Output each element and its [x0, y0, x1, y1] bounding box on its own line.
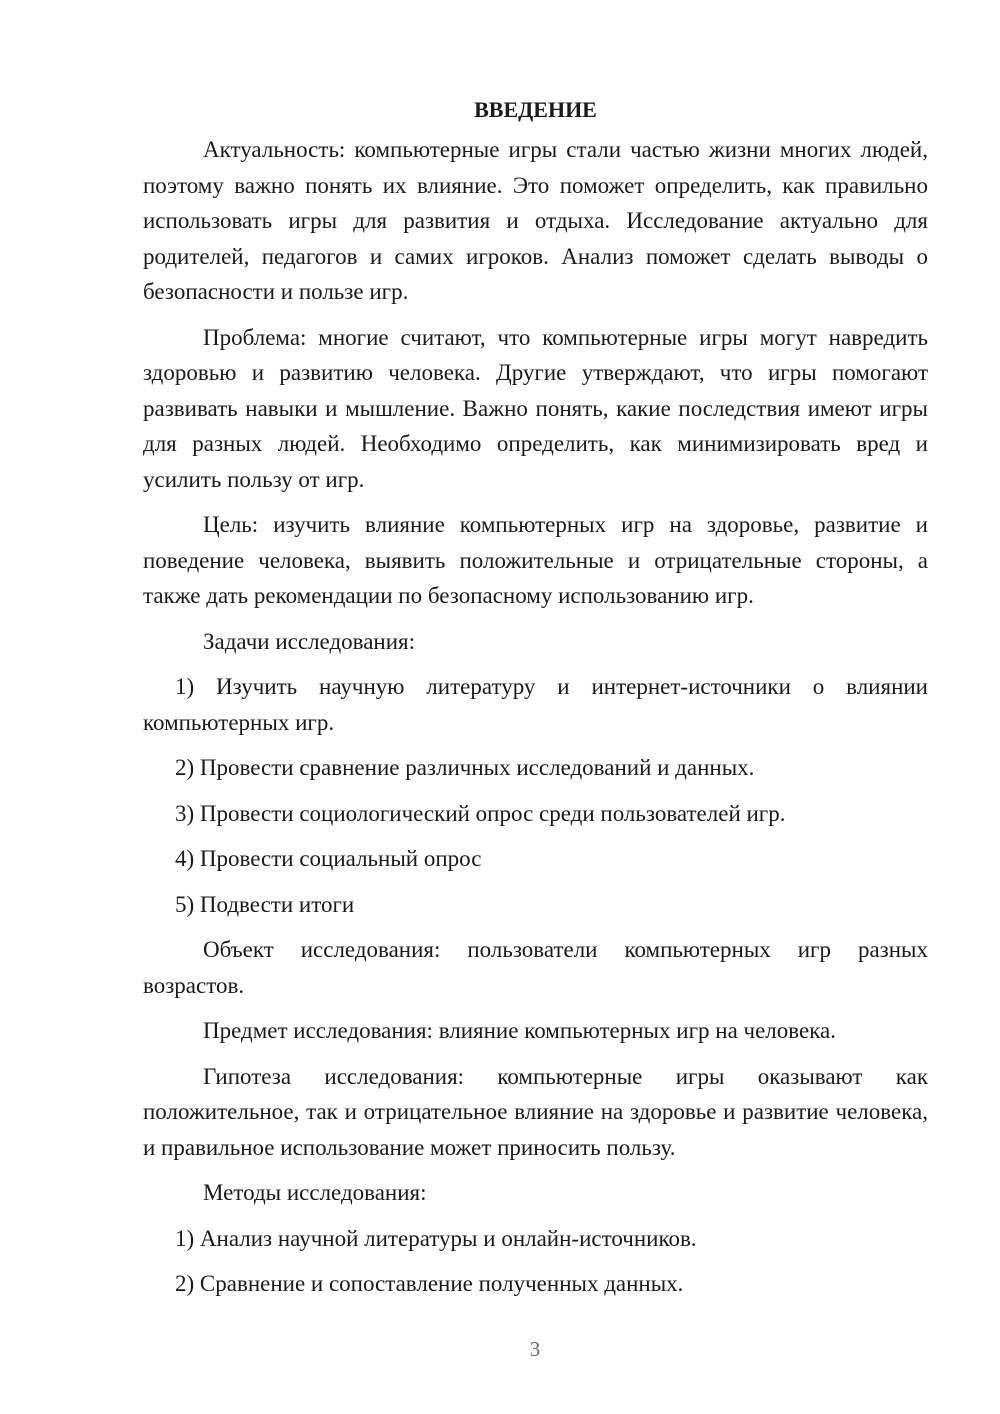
- task-item: 1) Изучить научную литературу и интернет-источники о влиянии компьютерных игр.: [143, 674, 928, 735]
- method-item: 1) Анализ научной литературы и онлайн-источников.: [175, 1225, 697, 1251]
- object-paragraph: Объект исследования: пользователи компьютерных игр разных возрастов.: [143, 937, 928, 998]
- page-content: [143, 94, 928, 1312]
- relevance-paragraph: Актуальность: компьютерные игры стали частью жизни многих людей, поэтому важно понять их влияние. Это поможет определить, как правильно использовать игры для развития и отдыха. Исследование актуально для родителей, педагогов и самих игроков. Анализ поможет сделать выводы о безопасности и пользе игр.: [143, 137, 928, 304]
- subject-paragraph: Предмет исследования: влияние компьютерных игр на человека.: [203, 1018, 836, 1043]
- methods-heading: Методы исследования:: [203, 1180, 427, 1205]
- task-item: 3) Провести социологический опрос среди пользователей игр.: [175, 800, 786, 826]
- task-item: 5) Подвести итоги: [175, 891, 355, 917]
- task-item: 4) Провести социальный опрос: [175, 846, 482, 871]
- section-title: ВВЕДЕНИЕ: [474, 97, 597, 122]
- page-number: 3: [529, 1337, 541, 1361]
- goal-paragraph: Цель: изучить влияние компьютерных игр на здоровье, развитие и поведение человека, выявить положительные и отрицательные стороны, а также дать рекомендации по безопасному использованию игр.: [143, 512, 928, 608]
- tasks-heading: Задачи исследования:: [203, 628, 416, 654]
- hypothesis-paragraph: Гипотеза исследования: компьютерные игры оказывают как положительное, так и отрицательное влияние на здоровье и развитие человека, и правильное использование может приносить пользу.: [143, 1063, 928, 1160]
- method-item: 2) Сравнение и сопоставление полученных данных.: [175, 1271, 684, 1296]
- problem-paragraph: Проблема: многие считают, что компьютерные игры могут навредить здоровью и развитию человека. Другие утверждают, что игры помогают развивать навыки и мышление. Важно понять, какие последствия имеют игры для разных людей. Необходимо определить, как минимизировать вред и усилить пользу от игр.: [143, 324, 928, 492]
- task-item: 2) Провести сравнение различных исследований и данных.: [175, 755, 755, 780]
